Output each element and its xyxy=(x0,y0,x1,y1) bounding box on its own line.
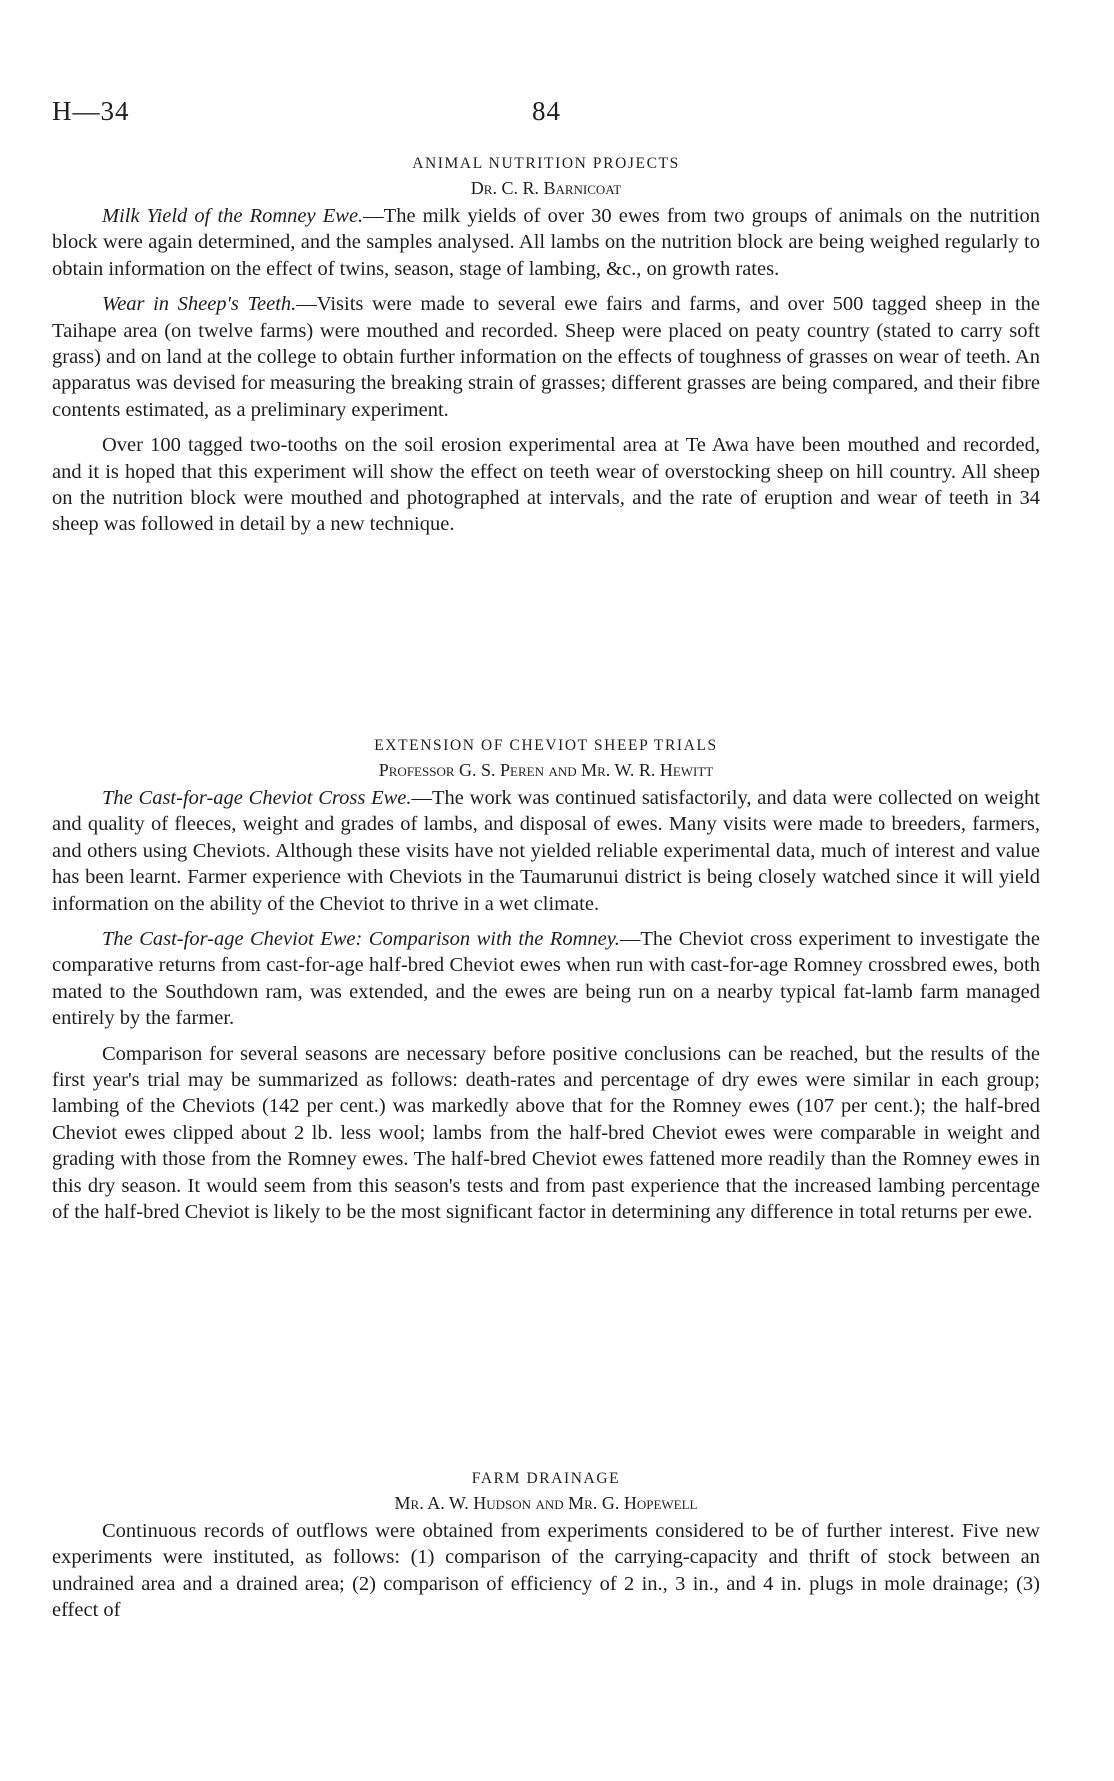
paragraph-text: Over 100 tagged two-tooths on the soil erosion experimental area at Te Awa have been mouthed and recorded, and it is hoped that this experiment will show the effect on teeth wear of overstocking sheep on hill country. All sheep on the nutrition block were mouthed and photographed at intervals, and the rate of eruption and wear of teeth in 34 sheep was followed in detail by a new technique. xyxy=(52,434,1040,536)
paragraph-text: Comparison for several seasons are necessary before positive conclusions can be reached, but the results of the first year's trial may be summarized as follows: death-rates and percentage of dry ewes were similar in each group; lambing of the Cheviots (142 per cent.) was markedly above that for the Romney ewes (107 per cent.); the half-bred Cheviot ewes clipped about 2 lb. less wool; lambs from the half-bred Cheviot ewes were comparable in weight and grading with those from the Romney ewes. The half-bred Cheviot ewes fattened more readily than the Romney ewes in this dry season. It would seem from this season's tests and from past experience that the increased lambing percentage of the half-bred Cheviot is likely to be the most significant factor in determining any difference in total returns per ewe. xyxy=(52,1042,1040,1224)
paragraph xyxy=(52,1518,1040,1624)
section-farm-drainage xyxy=(52,1468,1040,1624)
paragraph-lead: Milk Yield of the Romney Ewe. xyxy=(102,205,364,227)
paragraph-lead: Wear in Sheep's Teeth. xyxy=(102,293,297,316)
paragraph xyxy=(52,926,1040,1032)
paragraph xyxy=(52,432,1040,538)
paragraph xyxy=(52,291,1040,423)
section-cheviot-trials xyxy=(52,735,1040,1226)
section-author: Professor G. S. Peren and Mr. W. R. Hewitt xyxy=(378,760,714,780)
paragraph xyxy=(52,785,1040,917)
paragraph-text: —The work was continued satisfactorily, and data were collected on weight and quality of fleeces, weight and grades of lambs, and disposal of ewes. Many visits were made to breeders, farmers, and others using Cheviots. Although these visits have not yielded reliable experimental data, much of interest and value has been learnt. Farmer experience with Cheviots in the Taumarunui district is being closely watched since it will yield information on the ability of the Cheviot to thrive in a wet climate. xyxy=(52,787,1041,915)
page-number: 84 xyxy=(532,96,561,126)
paragraph-text: —Visits were made to several ewe fairs and farms, and over 500 tagged sheep in the Taihape area (on twelve farms) were mouthed and recorded. Sheep were placed on peaty country (stated to carry soft grass) and on land at the college to obtain further information on the effects of toughness of grasses on wear of teeth. An apparatus was devised for measuring the breaking strain of grasses; different grasses are being compared, and their fibre contents estimated, as a preliminary experiment. xyxy=(52,293,1040,421)
document-reference: H—34 xyxy=(52,96,130,126)
paragraph-text: —The Cheviot cross experiment to investigate the comparative returns from cast-for-age half-bred Cheviot ewes when run with cast-for-age Romney crossbred ewes, both mated to the Southdown ram, was extended, and the ewes are being run on a nearby typical fat-lamb farm managed entirely by the farmer. xyxy=(52,928,1040,1030)
section-title: ANIMAL NUTRITION PROJECTS xyxy=(412,155,680,172)
paragraph xyxy=(52,203,1040,282)
section-title: EXTENSION OF CHEVIOT SHEEP TRIALS xyxy=(374,737,718,754)
section-author: Mr. A. W. Hudson and Mr. G. Hopewell xyxy=(394,1493,698,1513)
paragraph-lead: The Cast-for-age Cheviot Cross Ewe. xyxy=(102,787,412,809)
paragraph-text: Continuous records of outflows were obtained from experiments considered to be of further interest. Five new experiments were instituted, as follows: (1) comparison of the carrying-capacity and thrift of stock between an undrained area and a drained area; (2) comparison of efficiency of 2 in., 3 in., and 4 in. plugs in mole drainage; (3) effect of xyxy=(52,1520,1040,1622)
section-animal-nutrition xyxy=(52,153,1040,538)
section-title: FARM DRAINAGE xyxy=(471,1470,621,1487)
page-header xyxy=(52,96,1040,136)
paragraph-text: —The milk yields of over 30 ewes from two groups of animals on the nutrition block were again determined, and the samples analysed. All lambs on the nutrition block are being weighed regularly to obtain information on the effect of twins, season, stage of lambing, &c., on growth rates. xyxy=(52,205,1040,280)
paragraph xyxy=(52,1041,1040,1226)
paragraph-lead: The Cast-for-age Cheviot Ewe: Comparison with the Romney. xyxy=(102,928,620,951)
section-author: Dr. C. R. Barnicoat xyxy=(470,178,622,198)
